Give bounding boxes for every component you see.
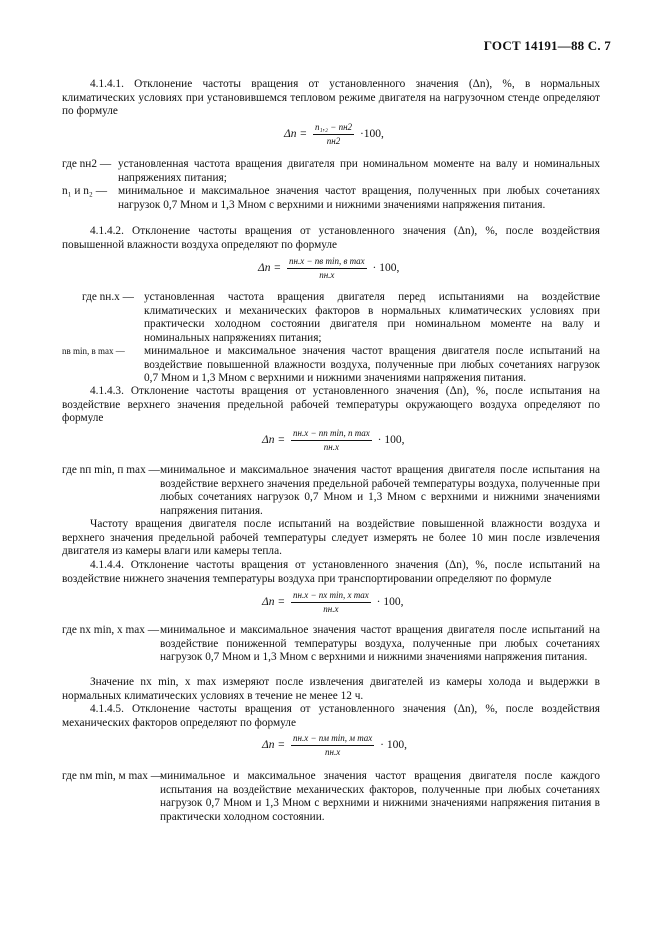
where-item [62, 770, 600, 824]
formula-4-1-4-3 [262, 428, 405, 453]
paragraph-4-1-4-4: 4.1.4.4. Отклонение частоты вращения от установленного значения (Δn), %, после испытаний на воздействие нижнего значения температуры воздуха при транспортировании определяют по формуле [62, 559, 600, 585]
paragraph-4-1-4-2: 4.1.4.2. Отклонение частоты вращения от установленного значения (Δn), %, после воздействия повышенной влажности воздуха определяют по формуле [62, 225, 600, 251]
where-item [62, 345, 600, 386]
where-definition: минимальное и максимальное значения частот вращения двигателя после испытаний на воздействие повышенной влажности воздуха, полученные при любых сочетаниях нагрузок 0,7 Mном и 1,3 Mном с верхними и нижними значениями напряжения питания. [144, 345, 600, 385]
formula-4-1-4-1 [284, 122, 384, 147]
where-term: где nх min, х max — [62, 624, 160, 636]
where-item [62, 185, 600, 212]
formula-tail: · 100, [376, 596, 404, 609]
fraction-numerator: nн.х − nм min, м max [291, 733, 374, 746]
page-header: ГОСТ 14191—88 С. 7 [483, 38, 611, 53]
formula-lhs: Δn = [284, 128, 308, 141]
fraction [313, 122, 354, 147]
formula-lhs: Δn = [262, 596, 286, 609]
note-4-1-4-3: Частоту вращения двигателя после испытаний на воздействие повышенной влажности воздуха и верхнего значения предельной рабочей температуры следует измерять не более 10 мин после извлечения двигателя из камеры влаги или камеры тепла. [62, 518, 600, 558]
fraction [291, 590, 371, 615]
where-definition: минимальное и максимальное значения частот вращения двигателя после испытания на воздействие верхнего значения предельной рабочей температуры воздуха, полученные при любых сочетаниях нагрузок 0,7 Mном и 1,3 Mном с верхними и нижними значениями напряжения питания. [160, 464, 600, 517]
where-definition: минимальное и максимальное значения частот вращения двигателя после испытаний на воздействие пониженной температуры воздуха, полученные при любых сочетаниях нагрузок 0,7 Mном и 1,3 Mном с верхними и нижними значениями напряжения питания. [160, 624, 600, 664]
where-item [82, 291, 600, 345]
formula-lhs: Δn = [258, 262, 282, 275]
paragraph-4-1-4-5: 4.1.4.5. Отклонение частоты вращения от установленного значения (Δn), %, после воздействия механических факторов определяют по формуле [62, 703, 600, 729]
formula-4-1-4-5 [262, 733, 407, 758]
fraction [291, 428, 372, 453]
formula-4-1-4-4 [262, 590, 404, 615]
fraction-numerator: n₁,₂ − nн2 [313, 122, 354, 135]
where-definition: минимальное и максимальное значения частот вращения двигателя после каждого испытания на воздействие механических факторов, полученные при любых сочетаниях нагрузок 0,7 Mном и 1,3 Mном с верхними и нижними значениями напряжения питания в практически холодном состоянии. [160, 770, 600, 823]
where-term: n₁ и n₂ — [62, 185, 107, 197]
where-definition: установленная частота вращения двигателя перед испытаниями на воздействие климатических и механических факторов в нормальных климатических условиях при практически холодном состоянии двигателя при номинальном моменте на валу и номинальных напряжениях питания; [144, 291, 600, 344]
where-term: где nм min, м max — [62, 770, 163, 782]
formula-tail: · 100, [372, 262, 400, 275]
where-definition: установленная частота вращения двигателя при номинальном моменте на валу и номинальных напряжениях питания; [118, 158, 600, 184]
fraction [291, 733, 374, 758]
fraction-numerator: nн.х − nх min, х max [291, 590, 371, 603]
fraction-numerator: nн.х − nв min, в max [287, 256, 367, 269]
where-term: где nн2 — [62, 158, 112, 170]
fraction-denominator: nн.х [323, 442, 340, 452]
fraction-denominator: nн.х [323, 604, 339, 614]
fraction [287, 256, 367, 281]
note-4-1-4-4: Значение nх min, х max измеряют после извлечения двигателей из камеры холода и выдержки в нормальных климатических условиях в течение не менее 12 ч. [62, 676, 600, 702]
formula-lhs: Δn = [262, 739, 286, 752]
where-item [62, 158, 600, 185]
formula-4-1-4-2 [258, 256, 399, 281]
fraction-denominator: nн.х [319, 270, 335, 280]
where-definition: минимальное и максимальное значения частот вращения, полученных при любых сочетаниях нагрузок 0,7 Mном и 1,3 Mном с верхними и нижними значениями напряжения питания. [118, 185, 600, 211]
where-item [62, 624, 600, 665]
paragraph-4-1-4-3: 4.1.4.3. Отклонение частоты вращения от установленного значения (Δn), %, после испытания на воздействие верхнего значения предельной рабочей температуры окружающего воздуха определяют по формуле [62, 385, 600, 425]
where-item [62, 464, 600, 518]
fraction-denominator: nн.х [325, 747, 341, 757]
where-term: где nп min, п max — [62, 464, 160, 476]
paragraph-4-1-4-1: 4.1.4.1. Отклонение частоты вращения от установленного значения (Δn), %, в нормальных климатических условиях при установившемся тепловом режиме двигателя на нагрузочном стенде определяют по формуле [62, 78, 600, 118]
fraction-numerator: nн.х − nп min, п max [291, 428, 372, 441]
formula-tail: · 100, [380, 739, 407, 752]
formula-tail: ·100, [359, 128, 384, 141]
fraction-denominator: nн2 [326, 136, 341, 146]
formula-lhs: Δn = [262, 434, 286, 447]
formula-tail: · 100, [377, 434, 405, 447]
where-term: где nн.х — [82, 291, 134, 303]
where-term: nв min, в max — [62, 346, 125, 356]
